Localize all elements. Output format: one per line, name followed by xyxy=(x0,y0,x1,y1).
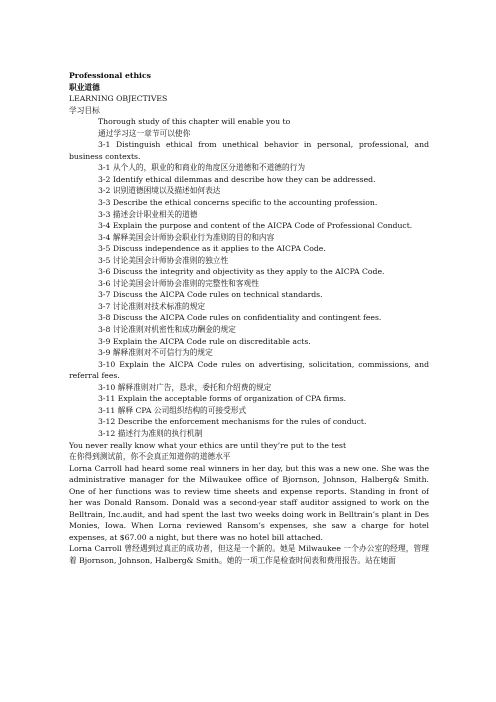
objective-1-zh: 3-1 从个人的，职业的和商业的角度区分道德和不道德的行为 xyxy=(98,163,306,173)
objective-12-en: 3-12 Describe the enforcement mechanisms for the rules of conduct. xyxy=(98,417,367,427)
objective-4-en: 3-4 Explain the purpose and content of the AICPA Code of Professional Conduct. xyxy=(98,221,413,231)
objective-3-en: 3-3 Describe the ethical concerns specific to the accounting profession. xyxy=(98,198,378,208)
tagline-zh: 在你得到测试前，你不会真正知道你的道德水平 xyxy=(69,452,231,462)
objective-3-zh: 3-3 描述会计职业相关的道德 xyxy=(98,209,198,219)
objective-12-zh: 3-12 描述行为准则的执行机制 xyxy=(98,428,203,438)
objective-6-en: 3-6 Discuss the integrity and objectivity as they apply to the AICPA Code. xyxy=(98,267,385,277)
story-paragraph-zh: Lorna Carroll 曾经遇到过真正的成功者，但这是一个新的。她是 Milwaukee 一个办公室的经理，管理着 Bjornson, Johnson, Halberg& Smith。她的一项工作是检查时间表和费用报告。站在她面 xyxy=(69,544,429,565)
doc-title-zh: 职业道德 xyxy=(69,82,100,92)
objective-5-zh: 3-5 讨论美国会计师协会准则的独立性 xyxy=(98,255,229,265)
objective-9-zh: 3-9 解释准则对不可信行为的规定 xyxy=(98,348,213,358)
tagline-en: You never really know what your ethics are until they’re put to the test xyxy=(69,440,347,450)
lo-heading-en: LEARNING OBJECTIVES xyxy=(69,94,168,104)
objective-1-en: 3-1 Distinguish ethical from unethical behavior in personal, professional, and business contexts. xyxy=(69,140,429,161)
doc-title-en: Professional ethics xyxy=(69,71,151,80)
objective-6-zh: 3-6 讨论美国会计师协会准则的完整性和客观性 xyxy=(98,278,259,288)
objective-5-en: 3-5 Discuss independence as it applies to the AICPA Code. xyxy=(98,244,326,254)
story-paragraph-en: Lorna Carroll had heard some real winners in her day, but this was a new one. She was the administrative manager for the Milwaukee office of Bjornson, Johnson, Halberg& Smith. One of her functions was to review time sheets and expense reports. Standing in front of her was Donald Ransom. Donald was a second-year staff auditor assigned to work on the Belltrain, Inc.audit, and had spent the last two weeks doing work in Belltrain’s plant in Des Monies, Iowa. When Lorna reviewed Ransom’s expenses, she saw a charge for hotel expenses, at $67.00 a night, but there was no hotel bill attached. xyxy=(69,463,429,542)
intro-en: Thorough study of this chapter will enable you to xyxy=(98,117,291,127)
objective-11-en: 3-11 Explain the acceptable forms of organization of CPA firms. xyxy=(98,394,347,404)
objective-2-zh: 3-2 识别道德困境以及描述如何表达 xyxy=(98,186,221,196)
objective-2-en: 3-2 Identify ethical dilemmas and describe how they can be addressed. xyxy=(98,174,376,184)
objective-10-zh: 3-10 解释准则对广告，恳求，委托和介绍费的规定 xyxy=(98,382,272,392)
objective-8-en: 3-8 Discuss the AICPA Code rules on confidentiality and contingent fees. xyxy=(98,313,382,323)
objective-8-zh: 3-8 讨论准则对机密性和成功酬金的规定 xyxy=(98,325,236,335)
objective-9-en: 3-9 Explain the AICPA Code rule on discreditable acts. xyxy=(98,336,311,346)
objective-10-en: 3-10 Explain the AICPA Code rules on advertising, solicitation, commissions, and referral fees. xyxy=(69,359,429,381)
objective-7-zh: 3-7 讨论准则对技术标准的规定 xyxy=(98,301,206,311)
objective-7-en: 3-7 Discuss the AICPA Code rules on technical standards. xyxy=(98,290,323,300)
objective-4-zh: 3-4 解释美国会计师协会职业行为准则的目的和内容 xyxy=(98,232,275,242)
objective-11-zh: 3-11 解释 CPA 公司组织结构的可接受形式 xyxy=(98,405,247,415)
intro-zh: 通过学习这一章节可以使你 xyxy=(98,128,191,138)
lo-heading-zh: 学习目标 xyxy=(69,105,100,115)
